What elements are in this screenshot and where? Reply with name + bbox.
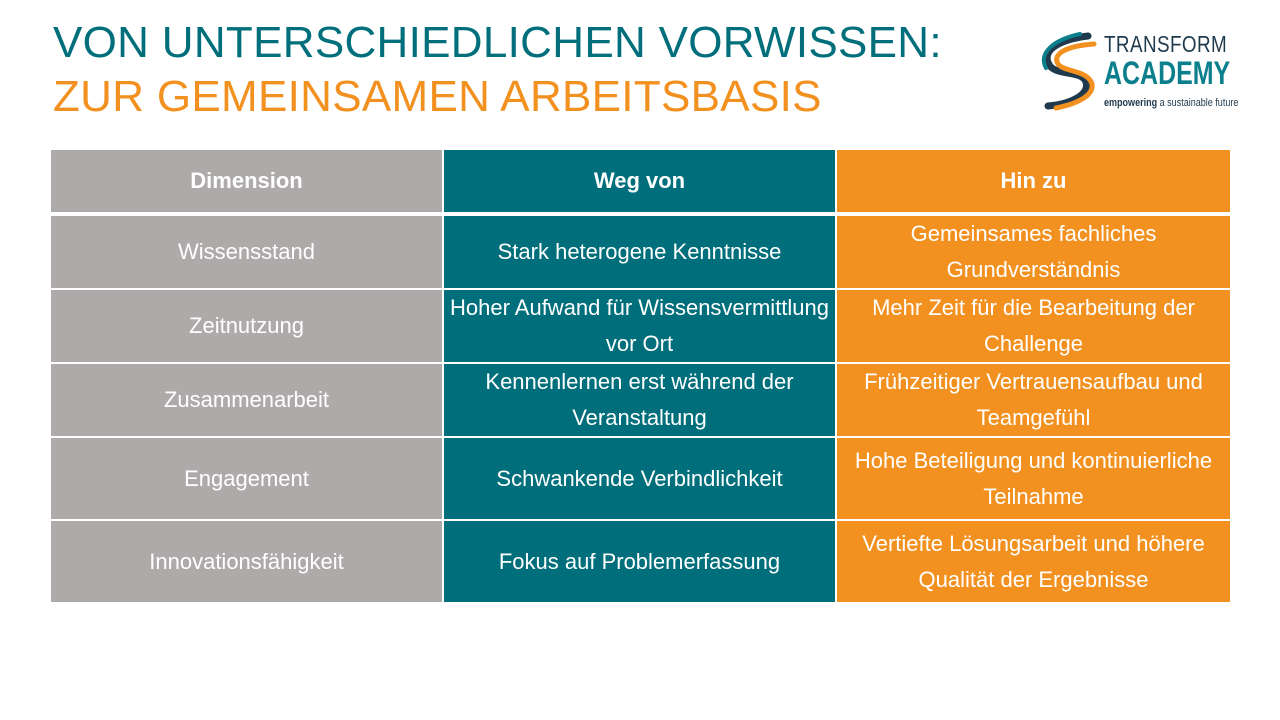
- cell-weg-von: Stark heterogene Kenntnisse: [443, 214, 836, 289]
- table-row: [51, 289, 1230, 363]
- cell-hin-zu: Frühzeitiger Vertrauensaufbau und Teamgefühl: [836, 363, 1230, 437]
- header-weg-von: Weg von: [443, 150, 836, 214]
- cell-weg-von: Hoher Aufwand für Wissensvermittlung vor Ort: [443, 289, 836, 363]
- comparison-table-wrapper: [51, 150, 1230, 602]
- s-swoosh-logo-icon: [1036, 30, 1098, 112]
- cell-dimension: Zeitnutzung: [51, 289, 443, 363]
- cell-hin-zu: Gemeinsames fachliches Grundverständnis: [836, 214, 1230, 289]
- title-line-1: VON UNTERSCHIEDLICHEN VORWISSEN:: [53, 18, 942, 67]
- cell-hin-zu: Mehr Zeit für die Bearbeitung der Challenge: [836, 289, 1230, 363]
- cell-dimension: Zusammenarbeit: [51, 363, 443, 437]
- table-header-row: [51, 150, 1230, 214]
- table-row: [51, 363, 1230, 437]
- table-row: [51, 520, 1230, 602]
- cell-hin-zu: Vertiefte Lösungsarbeit und höhere Qualität der Ergebnisse: [836, 520, 1230, 602]
- cell-dimension: Wissensstand: [51, 214, 443, 289]
- cell-weg-von: Kennenlernen erst während der Veranstaltung: [443, 363, 836, 437]
- title-line-2: ZUR GEMEINSAMEN ARBEITSBASIS: [53, 72, 822, 121]
- cell-dimension: Engagement: [51, 437, 443, 520]
- transform-academy-logo: [1036, 26, 1239, 116]
- table-row: [51, 437, 1230, 520]
- comparison-table: [51, 150, 1230, 602]
- cell-hin-zu: Hohe Beteiligung und kontinuierliche Teilnahme: [836, 437, 1230, 520]
- logo-tagline: [1104, 96, 1238, 110]
- logo-text-academy: ACADEMY: [1104, 55, 1231, 91]
- cell-weg-von: Fokus auf Problemerfassung: [443, 520, 836, 602]
- slide-title: [53, 16, 1033, 124]
- table-row: [51, 214, 1230, 289]
- cell-weg-von: Schwankende Verbindlichkeit: [443, 437, 836, 520]
- logo-tagline-rest: a sustainable future: [1157, 97, 1239, 109]
- logo-text-transform: TRANSFORM: [1104, 31, 1228, 57]
- header-dimension: Dimension: [51, 150, 443, 214]
- cell-dimension: Innovationsfähigkeit: [51, 520, 443, 602]
- header-hin-zu: Hin zu: [836, 150, 1230, 214]
- logo-tagline-bold: empowering: [1104, 97, 1158, 109]
